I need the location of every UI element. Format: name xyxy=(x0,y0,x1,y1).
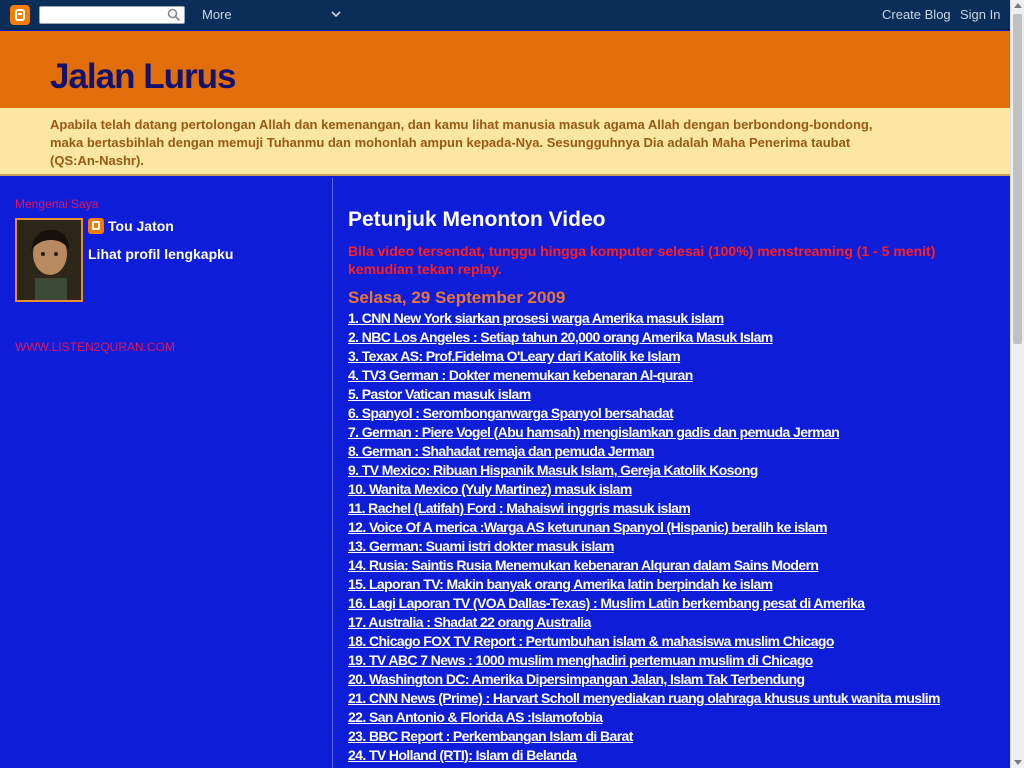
video-link[interactable]: 13. German: Suami istri dokter masuk islam xyxy=(348,538,614,554)
list-item xyxy=(348,462,940,481)
list-item xyxy=(348,310,940,329)
sidebar xyxy=(0,178,332,768)
video-link[interactable]: 5. Pastor Vatican masuk islam xyxy=(348,386,531,402)
video-link[interactable]: 2. NBC Los Angeles : Setiap tahun 20,000 orang Amerika Masuk Islam xyxy=(348,329,773,345)
video-link[interactable]: 18. Chicago FOX TV Report : Pertumbuhan islam & mahasiswa muslim Chicago xyxy=(348,633,834,649)
video-link[interactable]: 6. Spanyol : Serombonganwarga Spanyol bersahadat xyxy=(348,405,674,421)
list-item xyxy=(348,348,940,367)
video-link[interactable]: 21. CNN News (Prime) : Harvart Scholl menyediakan ruang olahraga khusus untuk wanita muslim xyxy=(348,690,940,706)
scroll-up-arrow-icon[interactable] xyxy=(1014,3,1022,8)
video-link[interactable]: 10. Wanita Mexico (Yuly Martinez) masuk islam xyxy=(348,481,632,497)
list-item xyxy=(348,557,940,576)
scroll-down-arrow-icon[interactable] xyxy=(1014,760,1022,765)
blogger-logo-icon[interactable] xyxy=(10,5,30,25)
video-link[interactable]: 8. German : Shahadat remaja dan pemuda Jerman xyxy=(348,443,655,459)
list-item xyxy=(348,405,940,424)
more-menu-button[interactable]: More xyxy=(202,7,232,22)
video-link[interactable]: 12. Voice Of A merica :Warga AS keturunan Spanyol (Hispanic) beralih ke islam xyxy=(348,519,827,535)
search-icon[interactable] xyxy=(167,8,181,22)
list-item xyxy=(348,633,940,652)
blogger-navbar xyxy=(0,0,1010,30)
blog-description-bar xyxy=(0,108,1010,176)
search-input[interactable] xyxy=(39,6,185,24)
list-item xyxy=(348,386,940,405)
list-item xyxy=(348,519,940,538)
about-me-heading: Mengenai Saya xyxy=(15,197,99,211)
video-link[interactable]: 24. TV Holland (RTI): Islam di Belanda xyxy=(348,747,577,763)
video-link[interactable]: 9. TV Mexico: Ribuan Hispanik Masuk Islam, Gereja Katolik Kosong xyxy=(348,462,758,478)
video-link[interactable]: 22. San Antonio & Florida AS :Islamofobia xyxy=(348,709,603,725)
column-divider xyxy=(332,178,333,768)
view-full-profile-link[interactable]: Lihat profil lengkapku xyxy=(88,246,234,262)
list-item xyxy=(348,576,940,595)
blog-header xyxy=(0,31,1010,108)
post-title: Petunjuk Menonton Video xyxy=(348,208,606,231)
video-link[interactable]: 23. BBC Report : Perkembangan Islam di Barat xyxy=(348,728,633,744)
list-item xyxy=(348,709,940,728)
list-item xyxy=(348,671,940,690)
list-item xyxy=(348,500,940,519)
list-item xyxy=(348,424,940,443)
list-item xyxy=(348,690,940,709)
video-link[interactable]: 4. TV3 German : Dokter menemukan kebenaran Al-quran xyxy=(348,367,693,383)
video-link[interactable]: 17. Australia : Shadat 22 orang Australia xyxy=(348,614,591,630)
list-item xyxy=(348,728,940,747)
avatar-photo-icon xyxy=(17,220,81,300)
list-item xyxy=(348,747,940,766)
video-link[interactable]: 11. Rachel (Latifah) Ford : Mahaiswi inggris masuk islam xyxy=(348,500,691,516)
blog-title-link[interactable]: Jalan Lurus xyxy=(50,57,236,96)
chevron-down-icon[interactable] xyxy=(330,9,342,19)
blogger-profile-icon xyxy=(88,218,104,234)
video-link[interactable]: 7. German : Piere Vogel (Abu hamsah) mengislamkan gadis dan pemuda Jerman xyxy=(348,424,840,440)
video-link[interactable]: 19. TV ABC 7 News : 1000 muslim menghadiri pertemuan muslim di Chicago xyxy=(348,652,813,668)
list-item xyxy=(348,595,940,614)
video-list xyxy=(348,310,940,766)
video-link[interactable]: 14. Rusia: Saintis Rusia Menemukan kebenaran Alquran dalam Sains Modern xyxy=(348,557,819,573)
vertical-scrollbar[interactable] xyxy=(1010,0,1024,768)
listen2quran-link[interactable]: WWW.LISTEN2QURAN.COM xyxy=(15,340,176,354)
profile-name[interactable]: Tou Jaton xyxy=(108,218,174,234)
video-link[interactable]: 3. Texax AS: Prof.Fidelma O'Leary dari Katolik ke Islam xyxy=(348,348,681,364)
list-item xyxy=(348,443,940,462)
list-item xyxy=(348,614,940,633)
list-item xyxy=(348,329,940,348)
list-item xyxy=(348,367,940,386)
blog-description: Apabila telah datang pertolongan Allah dan kemenangan, dan kamu lihat manusia masuk agama Allah dengan berbondong-bondong, maka bertasbihlah dengan memuji Tuhanmu dan mohonlah ampun kepada-Nya. Sesungguhnya Dia adalah Maha Penerima taubat (QS:An-Nashr). xyxy=(50,117,873,168)
sign-in-link[interactable]: Sign In xyxy=(960,7,1001,22)
video-link[interactable]: 1. CNN New York siarkan prosesi warga Amerika masuk islam xyxy=(348,310,724,326)
create-blog-link[interactable]: Create Blog xyxy=(882,7,951,22)
video-link[interactable]: 16. Lagi Laporan TV (VOA Dallas-Texas) : Muslim Latin berkembang pesat di Amerika xyxy=(348,595,865,611)
scrollbar-thumb[interactable] xyxy=(1013,14,1022,344)
list-item xyxy=(348,652,940,671)
date-header: Selasa, 29 September 2009 xyxy=(348,288,566,307)
list-item xyxy=(348,481,940,500)
video-link[interactable]: 15. Laporan TV: Makin banyak orang Amerika latin berpindah ke islam xyxy=(348,576,773,592)
streaming-notice: Bila video tersendat, tunggu hingga komputer selesai (100%) menstreaming (1 - 5 menit) kemudian tekan replay. xyxy=(348,243,936,277)
list-item xyxy=(348,538,940,557)
video-link[interactable]: 20. Washington DC: Amerika Dipersimpangan Jalan, Islam Tak Terbendung xyxy=(348,671,805,687)
profile-avatar[interactable] xyxy=(15,218,83,302)
